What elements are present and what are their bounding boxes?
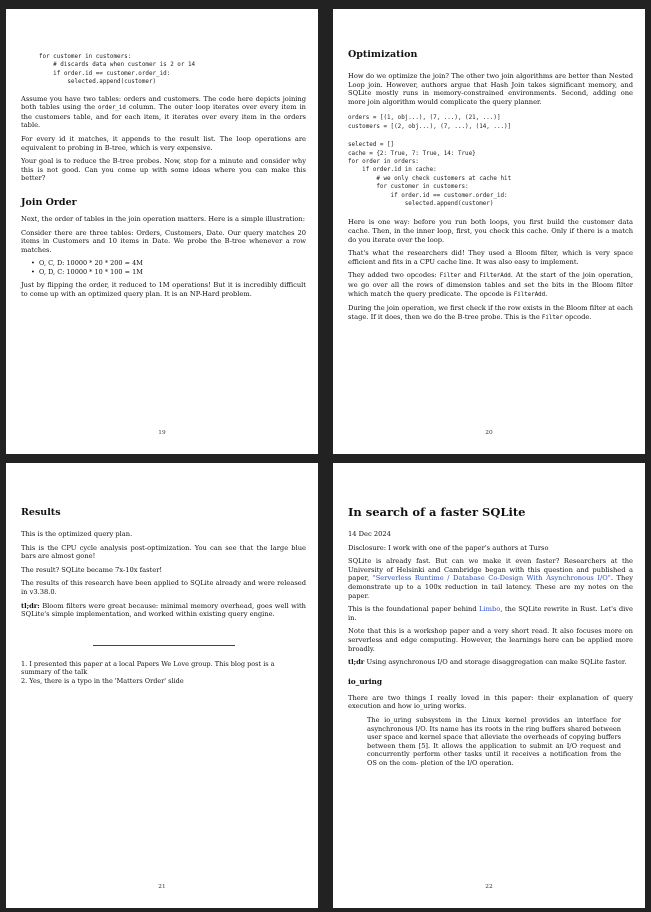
paragraph: For every id it matches, it appends to the result list. The loop operations are equivalent to probing in B-tree, which is very expensive. [21, 135, 306, 152]
page-22 [333, 463, 645, 908]
tldr-label: tl;dr [348, 658, 365, 667]
paragraph: Disclosure: I work with one of the paper's authors at Turso [348, 543, 549, 552]
page-19-content [21, 53, 306, 303]
section-heading: Results [21, 507, 61, 518]
paragraph [348, 658, 633, 667]
page-21 [6, 463, 318, 908]
inline-code: Filter [541, 314, 563, 321]
text: This is the foundational paper behind [348, 605, 480, 614]
paragraph: Your goal is to reduce the B-tree probes. Now, stop for a minute and consider why this is not good. Can you come up with some ideas where you can make this better? [21, 157, 306, 183]
inline-code: Filter [439, 273, 461, 280]
paragraph: Just by flipping the order, it reduced to 1M operations! But it is incredibly difficult to come up with an optimized query plan. It is an NP-Hard problem. [21, 281, 306, 298]
code-block: selected = [] cache = {2: True, 7: True, 14: True} for order in orders: if order.id in cache: # we only check customers at cache hit for customer in customers: if order.id == customer.order_id: selected.append(customer) [348, 142, 512, 208]
text: During the join operation, we first check if the row exists in the Bloom filter at each stage. If it does, then we do the B-tree probe. This is the [348, 304, 633, 321]
inline-code: FilterAdd [479, 273, 511, 280]
text: and [460, 271, 480, 280]
paragraph: This is the optimized query plan. [21, 530, 133, 538]
text: SQLite is already fast. But can we make it even faster? Researchers at the University of Helsinki and Cambridge began with this question and published a paper, [348, 557, 633, 583]
text: They added two opcodes: [348, 271, 440, 280]
paragraph: The results of this research have been applied to SQLite already and were released in v3.38.0. [21, 579, 306, 596]
page-21-content [21, 507, 306, 685]
code-block: orders = [(1, obj...), (7, ...), (21, ...)] customers = [(2, obj...), (7, ...), (14, ...)] [348, 115, 512, 130]
paragraph: Note that this is a workshop paper and a very short read. It also focuses more on serverless and edge computing. However, the learnings here can be applied more broadly. [348, 627, 633, 653]
section-heading: Join Order [21, 196, 77, 208]
bullet-list [31, 259, 306, 276]
paragraph [348, 304, 633, 322]
paragraph: This is the CPU cycle analysis post-optimization. You can see that the large blue bars are almost gone! [21, 543, 306, 561]
page-22-content [348, 505, 633, 767]
paragraph: The result? SQLite became 7x-10x faster! [21, 565, 163, 574]
text: Bloom filters were great because: minimal memory overhead, goes well with SQLite's simple implementation, and worked within existing query engine. [21, 601, 306, 619]
text: . They demonstrate up to a 100x reduction in tail latency. These are my notes on the paper. [348, 574, 633, 600]
paragraph: Here is one way: before you run both loops, you first build the customer data cache. Then, in the inner loop, first, you check this cache. Only if there is a match do you iterate over the loop. [348, 218, 633, 244]
text: Assume you have two tables: orders and customers. The code here depicts joining both tables using the [21, 94, 306, 112]
paragraph [348, 605, 633, 622]
subsection-heading: io_uring [348, 676, 383, 686]
paragraph: Consider there are three tables: Orders, Customers, Date. Our query matches 20 items in Customers and 10 items in Date. We probe the B-tree whenever a row matches. [21, 228, 306, 254]
post-date: 14 Dec 2024 [348, 530, 391, 538]
page-20-content [348, 49, 633, 327]
footnote-divider [93, 645, 235, 646]
text: opcode. [562, 312, 592, 321]
paragraph: That's what the researchers did! They used a Bloom filter, which is very space efficient and fits in a CPU cache line. It was also easy to implement. [348, 249, 633, 266]
list-item: • O, C, D: 10000 * 20 * 200 = 4M [31, 259, 306, 267]
footnote: 1. I presented this paper at a local Papers We Love group. This blog post is a summary of the talk [21, 659, 275, 677]
text: , the SQLite rewrite in Rust. Let's dive in. [348, 605, 634, 622]
tldr-label: tl;dr: [21, 601, 40, 610]
page-20 [333, 9, 645, 454]
paragraph: There are two things I really loved in this paper: their explanation of query execution and how io_uring works. [348, 693, 633, 711]
paragraph [21, 602, 306, 619]
quote-block: The io_uring subsystem in the Linux kernel provides an interface for asynchronous I/O. Its name has its roots in the ring buffers shared between user space and kernel space that alleviate the overheads of copying buffers between them [5]. It allows the application to submit an I/O request and concurrently perform other tasks until it receives a notification from the OS on the com- pletion of the I/O operation. [367, 715, 621, 767]
text: . [545, 289, 548, 298]
text: . At the start of the join operation, we go over all the rows of dimension tables and set the bits in the Bloom filter which match the query predicate. The opcode is [348, 271, 633, 298]
footnote: 2. Yes, there is a typo in the 'Matters Order' slide [21, 676, 184, 685]
section-heading: Optimization [348, 49, 418, 60]
paragraph [348, 557, 633, 600]
page-number: 21 [158, 884, 166, 890]
text: column. The outer loop iterates over every item in the customers table, and for each item, it iterates over every item in the orders table. [21, 103, 306, 130]
text: Using asynchronous I/O and storage disaggregation can make SQLite faster. [364, 658, 627, 667]
list-item: • O, D, C: 10000 * 10 * 100 = 1M [31, 268, 306, 276]
paragraph [348, 271, 633, 299]
page-number: 22 [485, 884, 493, 890]
limbo-link[interactable]: Limbo [479, 605, 501, 614]
page-19 [6, 9, 318, 454]
inline-code: order_id [97, 105, 126, 112]
paragraph: Next, the order of tables in the join operation matters. Here is a simple illustration: [21, 214, 305, 223]
paper-link[interactable]: "Serverless Runtime / Database Co-Design With Asynchronous I/O" [372, 574, 611, 583]
paragraph: How do we optimize the join? The other two join algorithms are better than Nested Loop join. However, authors argue that Hash Join takes significant memory, and SQLite mostly runs in memory-constrained environments. Second, adding one more join algorithm would complicate the query planner. [348, 72, 633, 106]
paragraph [21, 95, 306, 130]
page-title: In search of a faster SQLite [348, 505, 526, 519]
page-number: 20 [485, 430, 493, 436]
page-number: 19 [158, 430, 166, 436]
code-block: for customer in customers: # discards data when customer is 2 or 14 if order.id == customer.order_id: selected.append(customer) [39, 54, 196, 86]
inline-code: FilterAdd [513, 291, 546, 298]
